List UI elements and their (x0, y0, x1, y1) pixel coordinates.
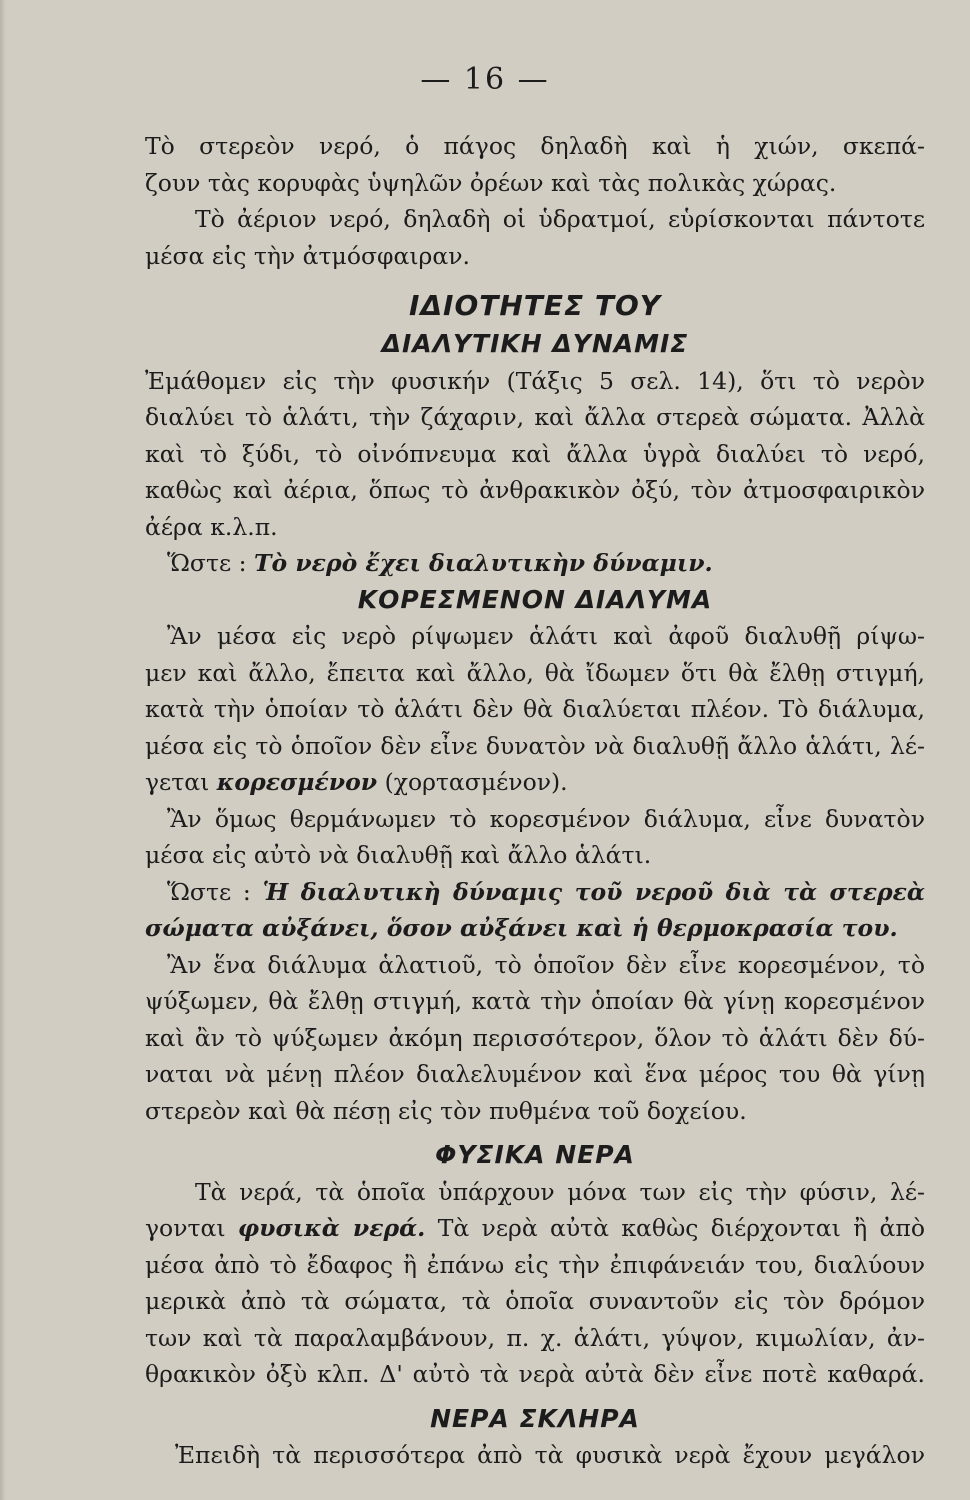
text-line (145, 1056, 925, 1093)
text-line (145, 1020, 925, 1057)
section-heading: ΦΥΣΙΚΑ ΝΕΡΑ (435, 1140, 635, 1169)
text-run: γονται (145, 1214, 238, 1242)
section-heading: ΝΕΡΑ ΣΚΛΗΡΑ (430, 1403, 640, 1433)
text-line (145, 165, 925, 202)
section-heading: ΔΙΑΛΥΤΙΚΗ ΔΥΝΑΜΙΣ (381, 329, 689, 358)
emphasized-text: Τὸ νερὸ ἔχει διαλυτικὴν δύναμιν. (254, 549, 713, 577)
text-run: κατὰ τὴν ὁποίαν τὸ ἁλάτι δὲν θὰ διαλύεται πλέον. Τὸ διάλυμα, (145, 695, 925, 723)
text-run: καὶ τὸ ξύδι, τὸ οἰνόπνευμα καὶ ἄλλα ὑγρὰ διαλύει τὸ νερό, (145, 439, 925, 468)
text-line (145, 545, 925, 582)
text-run: ἀέρα κ.λ.π. (145, 512, 278, 541)
text-line (145, 728, 925, 765)
text-line (145, 910, 925, 947)
text-line (145, 1356, 925, 1393)
emphasized-text: Ἡ διαλυτικὴ δύναμις τοῦ νεροῦ διὰ τὰ στερεὰ (262, 877, 925, 906)
spacer (145, 1129, 925, 1137)
emphasized-text: κορεσμένον (216, 768, 378, 796)
text-line (145, 363, 925, 400)
text-run: μερικὰ ἀπὸ τὰ σώματα, τὰ ὁποῖα συναντοῦν εἰς τὸν δρόμον (145, 1287, 925, 1315)
text-run: μέσα ἀπὸ τὸ ἔδαφος ἢ ἐπάνω εἰς τὴν ἐπιφάνειάν του, διαλύουν (145, 1250, 925, 1279)
text-run: μέσα εἰς τὴν ἀτμόσφαιραν. (145, 241, 470, 270)
text-line (145, 764, 925, 801)
text-run: Ἂν ὅμως θερμάνωμεν τὸ κορεσμένον διάλυμα, εἶνε δυνατὸν (167, 804, 925, 833)
text-run: θρακικὸν ὀξὺ κλπ. Δ' αὐτὸ τὰ νερὰ αὐτὰ δὲν εἶνε ποτὲ καθαρά. (145, 1360, 925, 1388)
text-run: μέσα εἰς τὸ ὁποῖον δὲν εἶνε δυνατὸν νὰ διαλυθῇ ἄλλο ἁλάτι, λέ- (145, 731, 925, 760)
text-run: στερεὸν καὶ θὰ πέσῃ εἰς τὸν πυθμένα τοῦ δοχείου. (145, 1096, 747, 1125)
text-run: Τὰ νερά, τὰ ὁποῖα ὑπάρχουν μόνα των εἰς τὴν φύσιν, λέ- (195, 1177, 925, 1206)
text-run: Τὸ ἀέριον νερό, δηλαδὴ οἱ ὑδρατμοί, εὑρίσκονται πάντοτε (195, 205, 925, 233)
text-line (145, 472, 925, 509)
text-run: Ἐπειδὴ τὰ περισσότερα ἀπὸ τὰ φυσικὰ νερὰ ἔχουν μεγάλον (175, 1441, 925, 1469)
text-line (145, 655, 925, 692)
text-run: μέσα εἰς αὐτὸ νὰ διαλυθῇ καὶ ἄλλο ἁλάτι. (145, 841, 652, 869)
text-run: ψύξωμεν, θὰ ἔλθῃ στιγμή, κατὰ τὴν ὁποίαν θὰ γίνῃ κορεσμένον (145, 987, 925, 1015)
spacer (145, 1393, 925, 1401)
text-line (145, 874, 925, 911)
text-run: Τὸ στερεὸν νερό, ὁ πάγος δηλαδὴ καὶ ἡ χιών, σκεπά- (145, 132, 925, 160)
text-run: καθὼς καὶ ἀέρια, ὅπως τὸ ἀνθρακικὸν ὀξύ, τὸν ἀτμοσφαιρικὸν (145, 476, 925, 504)
text-line (145, 618, 925, 655)
text-line (145, 128, 925, 165)
text-line (145, 1437, 925, 1474)
text-line (145, 1210, 925, 1247)
text-run: γεται (145, 768, 217, 796)
text-run: των καὶ τὰ παραλαμβάνουν, π. χ. ἁλάτι, γύψον, κιμωλίαν, ἀν- (145, 1323, 925, 1352)
text-run: ζουν τὰς κορυφὰς ὑψηλῶν ὀρέων καὶ τὰς πολικὰς χώρας. (145, 168, 837, 197)
text-line (145, 691, 925, 728)
text-line (145, 837, 925, 874)
text-line (145, 801, 925, 838)
text-line (145, 1174, 925, 1211)
emphasized-text: σώματα αὐξάνει, ὅσον αὐξάνει καὶ ἡ θερμοκρασία του. (145, 914, 898, 942)
text-run: Τὰ νερὰ αὐτὰ καθὼς διέρχονται ἢ ἀπὸ (425, 1214, 925, 1242)
text-run: Ἐμάθομεν εἰς τὴν φυσικήν (Τάξις 5 σελ. 14), ὅτι τὸ νερὸν (145, 366, 925, 395)
spacer (145, 274, 925, 286)
text-run: Ὥστε : (167, 549, 255, 577)
text-run: Ὥστε : (167, 877, 263, 906)
section-heading: ΙΔΙΟΤΗΤΕΣ ΤΟΥ (408, 289, 662, 322)
page-number: — 16 — (420, 62, 550, 97)
text-line (145, 947, 925, 984)
text-line (145, 399, 925, 436)
text-run: Ἂν μέσα εἰς νερὸ ρίψωμεν ἁλάτι καὶ ἀφοῦ διαλυθῇ ρίψω- (167, 622, 925, 650)
text-line (145, 1320, 925, 1357)
emphasized-text: φυσικὰ νερά. (237, 1214, 426, 1242)
page-body (145, 128, 925, 1474)
text-run: (χορτασμένον). (377, 768, 568, 796)
text-line (145, 1283, 925, 1320)
text-run: καὶ ἂν τὸ ψύξωμεν ἀκόμη περισσότερον, ὅλον τὸ ἁλάτι δὲν δύ- (145, 1023, 925, 1052)
text-run: μεν καὶ ἄλλο, ἔπειτα καὶ ἄλλο, θὰ ἴδωμεν ὅτι θὰ ἔλθῃ στιγμή, (145, 658, 925, 687)
text-line (145, 201, 925, 238)
text-run: ναται νὰ μένῃ πλέον διαλελυμένον καὶ ἕνα μέρος του θὰ γίνῃ (145, 1060, 925, 1088)
text-run: Ἂν ἕνα διάλυμα ἁλατιοῦ, τὸ ὁποῖον δὲν εἶνε κορεσμένον, τὸ (167, 950, 925, 979)
text-line (145, 436, 925, 473)
text-line (145, 1093, 925, 1130)
section-heading: ΚΟΡΕΣΜΕΝΟΝ ΔΙΑΛΥΜΑ (357, 584, 713, 614)
text-line (145, 1247, 925, 1284)
text-line (145, 983, 925, 1020)
text-run: διαλύει τὸ ἁλάτι, τὴν ζάχαριν, καὶ ἄλλα στερεὰ σώματα. Ἀλλὰ (145, 403, 925, 431)
text-line (145, 238, 925, 275)
text-line (145, 509, 925, 546)
